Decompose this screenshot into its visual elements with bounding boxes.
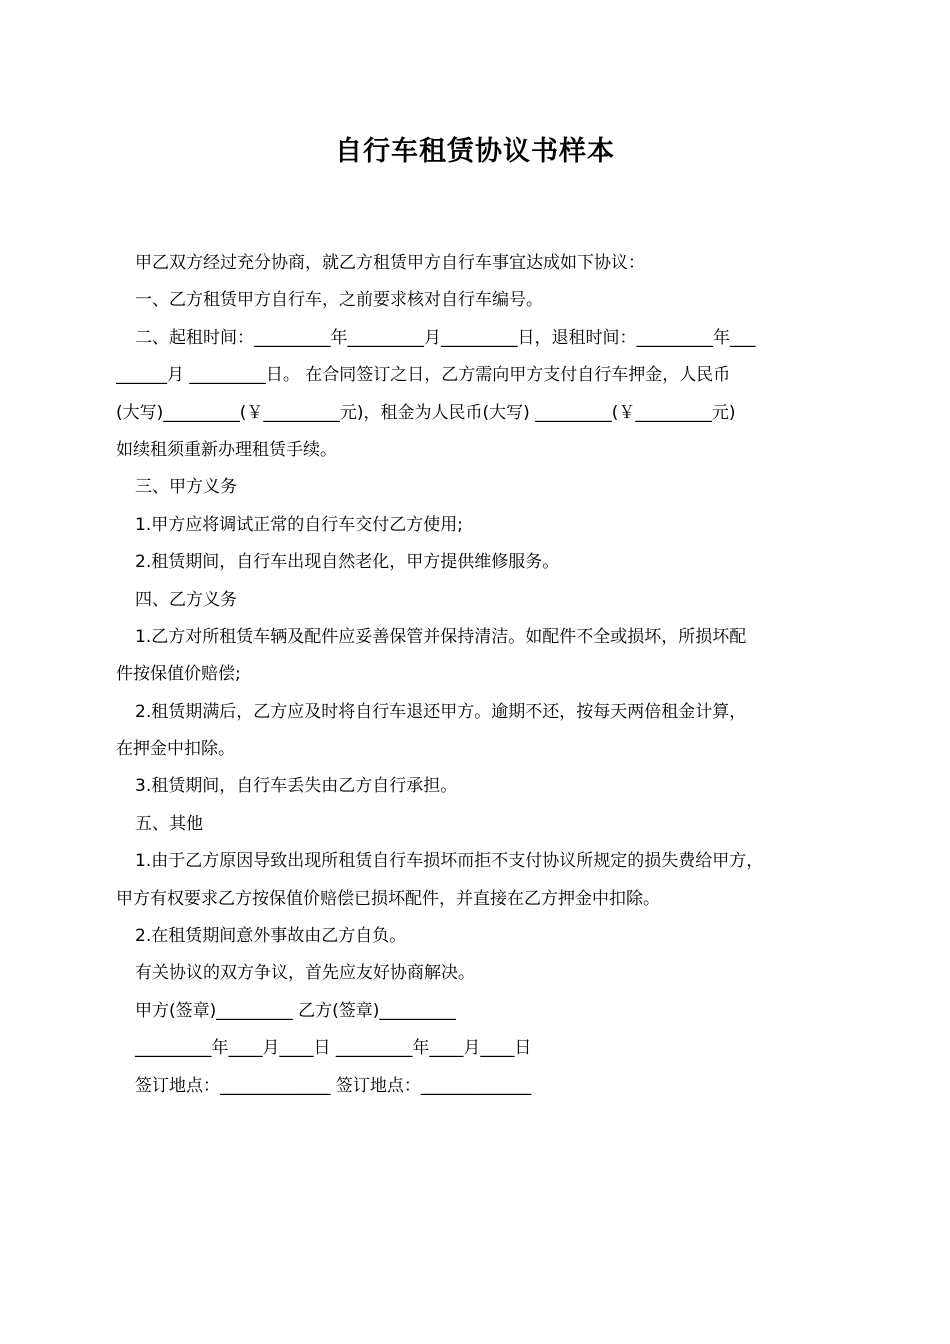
- paragraph-line: 如续租须重新办理租赁手续。: [116, 439, 337, 460]
- document-body: [116, 245, 840, 1105]
- paragraph-line: 甲方有权要求乙方按保值价赔偿已损坏配件，并直接在乙方押金中扣除。: [116, 888, 660, 909]
- paragraph-line: 三、甲方义务: [135, 477, 237, 498]
- paragraph-line: 1.由于乙方原因导致出现所租赁自行车损坏而拒不支付协议所规定的损失费给甲方，: [135, 851, 764, 872]
- paragraph-line: 一、乙方租赁甲方自行车，之前要求核对自行车编号。: [135, 290, 543, 311]
- paragraph-line: 甲方(签章)_________ 乙方(签章)_________: [135, 1000, 456, 1021]
- paragraph-line: 2.租赁期间，自行车出现自然老化，甲方提供维修服务。: [135, 552, 560, 573]
- document-title: 自行车租赁协议书样本: [335, 136, 615, 167]
- paragraph-line: 在押金中扣除。: [116, 739, 235, 760]
- paragraph-line: 1.甲方应将调试正常的自行车交付乙方使用;: [135, 514, 463, 535]
- paragraph-line: 1.乙方对所租赁车辆及配件应妥善保管并保持清洁。如配件不全或损坏，所损坏配: [135, 626, 747, 647]
- paragraph-line: _________年____月____日 _________年____月____日: [135, 1038, 532, 1059]
- paragraph-line: 签订地点：_____________ 签订地点：_____________: [135, 1075, 532, 1096]
- paragraph-line: 四、乙方义务: [135, 589, 237, 610]
- paragraph-line: 有关协议的双方争议，首先应友好协商解决。: [135, 963, 475, 984]
- paragraph-line: 件按保值价赔偿;: [116, 664, 241, 685]
- paragraph-line: ______月 _________日。 在合同签订之日，乙方需向甲方支付自行车押金，人民币: [116, 365, 731, 386]
- paragraph-line: 2.租赁期满后，乙方应及时将自行车退还甲方。逾期不还，按每天两倍租金计算，: [135, 701, 747, 722]
- paragraph-line: 2.在租赁期间意外事故由乙方自负。: [135, 926, 407, 947]
- paragraph-line: 五、其他: [135, 813, 203, 834]
- paragraph-line: 3.租赁期间，自行车丢失由乙方自行承担。: [135, 776, 458, 797]
- paragraph-line: (大写)_________(￥_________元)，租金为人民币(大写) _________(￥_________元): [116, 402, 736, 423]
- paragraph-line: 甲乙双方经过充分协商，就乙方租赁甲方自行车事宜达成如下协议：: [135, 253, 645, 273]
- paragraph-line: 二、起租时间：_________年_________月_________日，退租时间：_________年___: [135, 327, 756, 348]
